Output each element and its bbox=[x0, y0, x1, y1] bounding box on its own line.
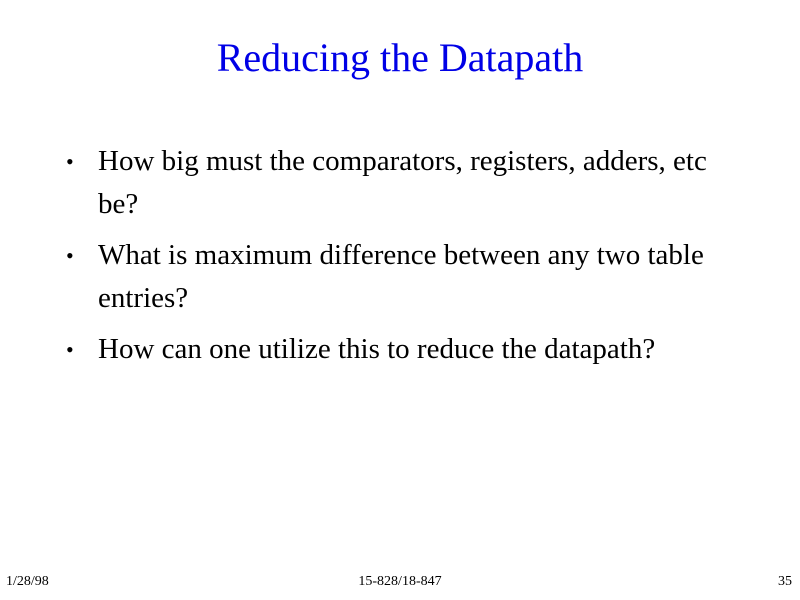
footer-page-number: 35 bbox=[778, 574, 792, 589]
bullet-text: How big must the comparators, registers, adders, etc be? bbox=[98, 145, 707, 220]
bullet-text: How can one utilize this to reduce the datapath? bbox=[98, 333, 656, 365]
bullet-icon: • bbox=[66, 243, 74, 268]
bullet-icon: • bbox=[66, 149, 74, 174]
footer-date: 1/28/98 bbox=[6, 574, 49, 589]
bullet-text: What is maximum difference between any two table entries? bbox=[98, 239, 704, 314]
bullet-item bbox=[60, 234, 740, 320]
bullet-list bbox=[60, 140, 740, 379]
bullet-icon: • bbox=[66, 337, 74, 362]
bullet-item bbox=[60, 328, 740, 371]
footer-course-number: 15-828/18-847 bbox=[358, 574, 442, 589]
slide-title: Reducing the Datapath bbox=[216, 35, 584, 80]
bullet-item bbox=[60, 140, 740, 226]
